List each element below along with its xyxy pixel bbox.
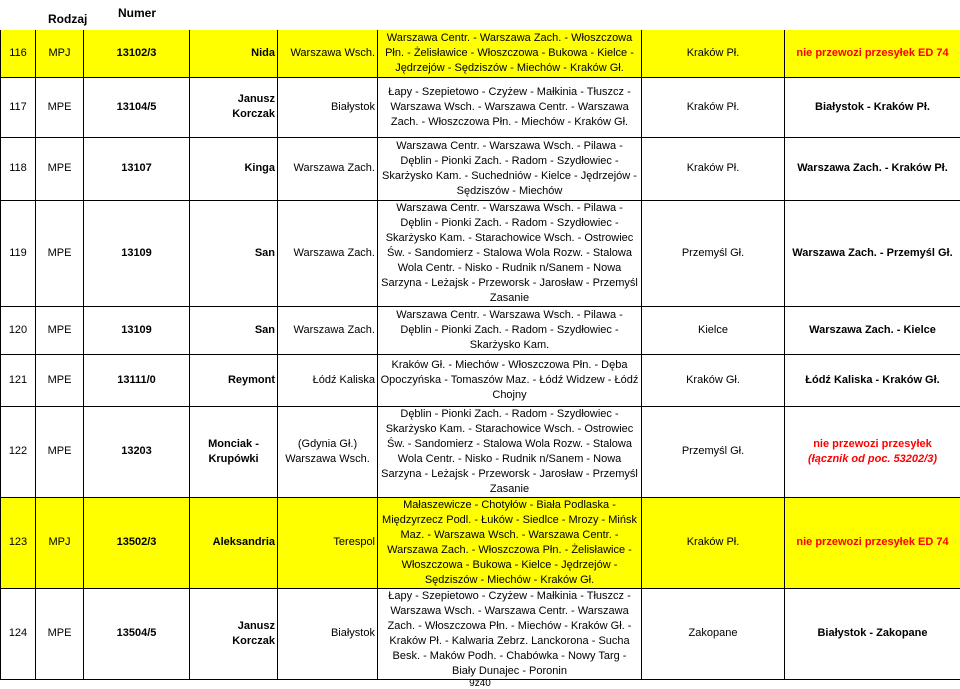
train-name: Janusz Korczak xyxy=(190,77,278,137)
route-stations: Łapy - Szepietowo - Czyżew - Małkinia - Tłuszcz - Warszawa Wsch. - Warszawa Centr. - Warszawa Zach. - Włoszczowa Płn. - Miechów - Kraków Gł. xyxy=(378,77,642,137)
table-row xyxy=(1,200,960,306)
route-stations: Warszawa Centr. - Warszawa Wsch. - Pilawa - Dęblin - Pionki Zach. - Radom - Szydłowiec - Skarżysko Kam. xyxy=(378,306,642,354)
route-stations: Łapy - Szepietowo - Czyżew - Małkinia - Tłuszcz - Warszawa Wsch. - Warszawa Centr. - Warszawa Zach. - Włoszczowa Płn. - Miechów - Kraków Gł. - Kraków Pł. - Kalwaria Zebrz. Lanckorona - Sucha Besk. - Maków Podh. - Chabówka - Nowy Targ - Biały Dunajec - Poronin xyxy=(378,588,642,679)
mail-relation-text: nie przewozi przesyłek ED 74 xyxy=(796,536,948,548)
train-type: MPJ xyxy=(36,30,84,77)
row-number: 121 xyxy=(1,354,36,406)
route-stations: Warszawa Centr. - Warszawa Wsch. - Pilawa - Dęblin - Pionki Zach. - Radom - Szydłowiec - Skarżysko Kam. - Suchedniów - Kielce - Jędrzejów - Sędziszów - Miechów xyxy=(378,137,642,200)
train-number: 13109 xyxy=(84,306,190,354)
table-row xyxy=(1,306,960,354)
destination-station: Kraków Pł. xyxy=(642,497,785,588)
row-number: 117 xyxy=(1,77,36,137)
mail-relation xyxy=(785,200,960,306)
destination-station: Przemyśl Gł. xyxy=(642,406,785,497)
train-number: 13504/5 xyxy=(84,588,190,679)
header-type: Rodzaj xyxy=(48,12,87,26)
train-type: MPE xyxy=(36,588,84,679)
table-row xyxy=(1,497,960,588)
row-number: 118 xyxy=(1,137,36,200)
row-number: 122 xyxy=(1,406,36,497)
destination-station: Kraków Pł. xyxy=(642,30,785,77)
header-number: Numer xyxy=(118,6,156,20)
train-number: 13111/0 xyxy=(84,354,190,406)
train-table xyxy=(0,30,960,680)
train-name: Nida xyxy=(190,30,278,77)
train-name: San xyxy=(190,306,278,354)
train-name: Janusz Korczak xyxy=(190,588,278,679)
mail-relation xyxy=(785,497,960,588)
mail-relation xyxy=(785,354,960,406)
train-type: MPE xyxy=(36,306,84,354)
mail-relation-note: (łącznik od poc. 53202/3) xyxy=(808,453,937,465)
mail-relation-text: Warszawa Zach. - Przemyśl Gł. xyxy=(792,247,952,259)
table-row xyxy=(1,406,960,497)
row-number: 124 xyxy=(1,588,36,679)
train-number: 13107 xyxy=(84,137,190,200)
origin-station: Warszawa Wsch. xyxy=(278,30,378,77)
mail-relation-text: Warszawa Zach. - Kielce xyxy=(809,324,936,336)
page-number: 9z40 xyxy=(0,678,960,689)
route-stations: Małaszewicze - Chotyłów - Biała Podlaska - Międzyrzecz Podl. - Łuków - Siedlce - Mrozy - Mińsk Maz. - Warszawa Wsch. - Warszawa Centr. - Warszawa Zach. - Włoszczowa Płn. - Żelisławice - Włoszczowa - Bukowa - Kielce - Jędrzejów - Sędziszów - Miechów - Kraków Gł. xyxy=(378,497,642,588)
train-type: MPE xyxy=(36,406,84,497)
table-row xyxy=(1,30,960,77)
destination-station: Kraków Pł. xyxy=(642,137,785,200)
train-name: San xyxy=(190,200,278,306)
table-row xyxy=(1,354,960,406)
route-stations: Kraków Gł. - Miechów - Włoszczowa Płn. - Dęba Opoczyńska - Tomaszów Maz. - Łódź Widzew - Łódź Chojny xyxy=(378,354,642,406)
train-type: MPE xyxy=(36,137,84,200)
train-number: 13102/3 xyxy=(84,30,190,77)
train-name: Monciak - Krupówki xyxy=(190,406,278,497)
mail-relation-text: Białystok - Zakopane xyxy=(817,627,927,639)
mail-relation-text: Białystok - Kraków Pł. xyxy=(815,101,930,113)
row-number: 116 xyxy=(1,30,36,77)
train-type: MPE xyxy=(36,77,84,137)
mail-relation-text: Warszawa Zach. - Kraków Pł. xyxy=(797,162,948,174)
train-type: MPE xyxy=(36,354,84,406)
origin-station: Warszawa Zach. xyxy=(278,200,378,306)
mail-relation xyxy=(785,588,960,679)
row-number: 119 xyxy=(1,200,36,306)
mail-relation xyxy=(785,137,960,200)
row-number: 123 xyxy=(1,497,36,588)
row-number: 120 xyxy=(1,306,36,354)
mail-relation-text: nie przewozi przesyłek xyxy=(813,438,932,450)
destination-station: Kielce xyxy=(642,306,785,354)
origin-station: (Gdynia Gł.) Warszawa Wsch. xyxy=(278,406,378,497)
mail-relation-text: Łódź Kaliska - Kraków Gł. xyxy=(805,374,939,386)
table-row xyxy=(1,588,960,679)
train-number: 13502/3 xyxy=(84,497,190,588)
train-name: Reymont xyxy=(190,354,278,406)
train-number: 13104/5 xyxy=(84,77,190,137)
destination-station: Kraków Pł. xyxy=(642,77,785,137)
train-number: 13109 xyxy=(84,200,190,306)
table-row xyxy=(1,137,960,200)
mail-relation xyxy=(785,30,960,77)
destination-station: Kraków Gł. xyxy=(642,354,785,406)
origin-station: Warszawa Zach. xyxy=(278,306,378,354)
mail-relation-text: nie przewozi przesyłek ED 74 xyxy=(796,47,948,59)
train-number: 13203 xyxy=(84,406,190,497)
table-header xyxy=(0,0,960,30)
mail-relation xyxy=(785,306,960,354)
origin-station: Białystok xyxy=(278,588,378,679)
train-name: Kinga xyxy=(190,137,278,200)
destination-station: Zakopane xyxy=(642,588,785,679)
mail-relation xyxy=(785,77,960,137)
route-stations: Warszawa Centr. - Warszawa Zach. - Włoszczowa Płn. - Żelisławice - Włoszczowa - Bukowa - Kielce - Jędrzejów - Sędziszów - Miechów - Kraków Gł. xyxy=(378,30,642,77)
origin-station: Terespol xyxy=(278,497,378,588)
origin-station: Warszawa Zach. xyxy=(278,137,378,200)
train-name: Aleksandria xyxy=(190,497,278,588)
destination-station: Przemyśl Gł. xyxy=(642,200,785,306)
train-type: MPE xyxy=(36,200,84,306)
origin-station: Łódź Kaliska xyxy=(278,354,378,406)
mail-relation xyxy=(785,406,960,497)
train-type: MPJ xyxy=(36,497,84,588)
route-stations: Warszawa Centr. - Warszawa Wsch. - Pilawa - Dęblin - Pionki Zach. - Radom - Szydłowiec - Skarżysko Kam. - Starachowice Wsch. - Ostrowiec Św. - Sandomierz - Stalowa Wola Rozw. - Stalowa Wola Centr. - Nisko - Rudnik n/Sanem - Nowa Sarzyna - Leżajsk - Przeworsk - Jarosław - Przemyśl Zasanie xyxy=(378,200,642,306)
table-row xyxy=(1,77,960,137)
origin-station: Białystok xyxy=(278,77,378,137)
route-stations: Dęblin - Pionki Zach. - Radom - Szydłowiec - Skarżysko Kam. - Starachowice Wsch. - Ostrowiec Św. - Sandomierz - Stalowa Wola Rozw. - Stalowa Wola Centr. - Nisko - Rudnik n/Sanem - Nowa Sarzyna - Leżajsk - Przeworsk - Jarosław - Przemyśl Zasanie xyxy=(378,406,642,497)
